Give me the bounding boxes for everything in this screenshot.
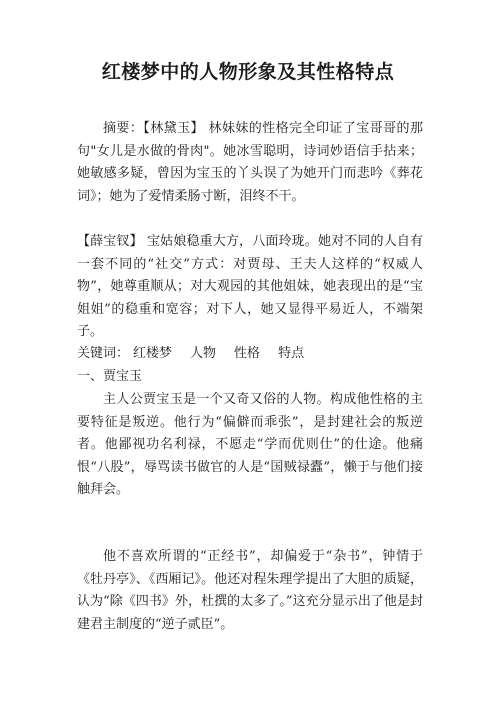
keyword-item: 人物 <box>190 346 217 361</box>
abstract-baochai-paragraph: 【薛宝钗】 宝姑娘稳重大方，八面玲珑。她对不同的人自有一套不同的“社交”方式：对贾母、王夫人这样的“权威人物”，她尊重顺从；对大观园的其他姐妹，她表现出的是“宝姐姐”的稳重和宽容；对下人，她又显得平易近人，不端架子。 <box>77 234 423 339</box>
section-heading: 一、贾宝玉 <box>77 369 143 384</box>
keyword-item: 性格 <box>234 346 261 361</box>
page-title: 红楼梦中的人物形象及其性格特点 <box>101 61 395 83</box>
section-paragraph: 主人公贾宝玉是一个又奇又俗的人物。构成他性格的主要特征是叛逆。他行为“偏僻而乖张”，是封建社会的叛逆者。他鄙视功名利禄，不愿走“学而优则仕”的仕途。他痛恨“八股”，辱骂读书做官的人是“国贼禄蠹”，懒于与他们接触拜会。 <box>77 392 423 497</box>
abstract-daiyu-paragraph: 摘要：【林黛玉】 林妹妹的性格完全印证了宝哥哥的那句"女儿是水做的骨肉"。她冰雪聪明，诗词妙语信手拈来；她敏感多疑，曾因为宝玉的丫头误了为她开门而悲吟《葬花词》；她为了爱情柔肠寸断，泪终不干。 <box>77 121 423 204</box>
keyword-item: 特点 <box>278 346 305 361</box>
keywords-line <box>77 343 423 366</box>
section-paragraph: 他不喜欢所谓的“正经书”，却偏爱于“杂书”，钟情于《牡丹亭》、《西厢记》。他还对程朱理学提出了大胆的质疑，认为“除《四书》外，杜撰的太多了。”这充分显示出了他是封建君主制度的“逆子贰臣”。 <box>77 549 423 632</box>
keywords-label: 关键词： <box>77 346 130 361</box>
keyword-item: 红楼梦 <box>133 346 173 361</box>
